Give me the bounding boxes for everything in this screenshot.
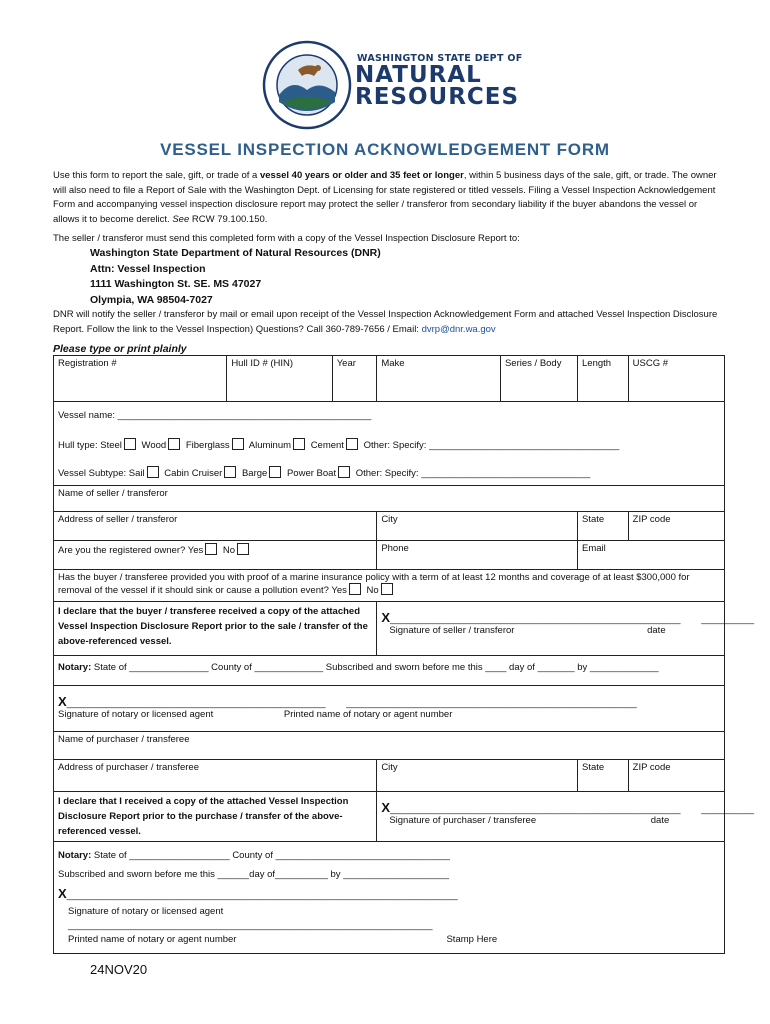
address-line-2: Attn: Vessel Inspection: [90, 262, 206, 275]
address-line-3: 1111 Washington St. SE. MS 47027: [90, 278, 262, 291]
purchaser-zip-label: ZIP code: [632, 762, 671, 773]
notification-paragraph: [53, 308, 725, 337]
seller-date-line[interactable]: __________: [701, 614, 755, 625]
length-field[interactable]: [578, 356, 629, 402]
notary-purchaser-label: Notary:: [58, 850, 92, 861]
seller-address-field[interactable]: [54, 512, 377, 541]
notary-seller-fields[interactable]: State of _______________ County of _____________ Subscribed and sworn before me this ____ day of _______ by _____________: [91, 662, 659, 673]
year-field[interactable]: [332, 356, 377, 402]
cabin-checkbox[interactable]: [224, 466, 236, 478]
notary-purchaser-signature-label: Signature of notary or licensed agent: [68, 906, 224, 917]
city-label: City: [381, 514, 398, 525]
steel-checkbox[interactable]: [124, 438, 136, 450]
hull-other-field[interactable]: Other: Specify: ____________________________________: [363, 440, 620, 451]
zip-label: ZIP code: [632, 514, 671, 525]
notary-purchaser-cell: [54, 842, 725, 954]
power-boat-label: Power Boat: [286, 468, 337, 479]
purchaser-zip-field[interactable]: [628, 760, 724, 792]
purchaser-city-label: City: [381, 762, 398, 773]
cement-checkbox[interactable]: [346, 438, 358, 450]
intro-rcw: RCW 79.100.150.: [189, 213, 268, 225]
make-field[interactable]: [377, 356, 501, 402]
notary-purchaser-sign-x: X: [58, 886, 67, 901]
seller-date-label: date: [647, 625, 666, 636]
length-label: Length: [582, 358, 612, 369]
make-label: Make: [381, 358, 405, 369]
hull-type-label: Hull type:: [58, 440, 98, 451]
form-version: 24NOV20: [90, 962, 148, 977]
steel-label: Steel: [100, 440, 122, 451]
intro-see: See: [172, 213, 190, 225]
stamp-here-label: Stamp Here: [446, 934, 498, 945]
address-line-4: Olympia, WA 98504-7027: [90, 293, 213, 306]
seller-declaration: I declare that the buyer / transferee received a copy of the attached Vessel Inspection Disclosure Report prior to the sale / transfer of the above-referenced vessel.: [54, 602, 377, 656]
registration-label: Registration #: [58, 358, 117, 369]
notary-signature-label: Signature of notary or licensed agent: [58, 709, 214, 720]
insurance-question: Has the buyer / transferee provided you with proof of a marine insurance policy with a term of at least 12 months and coverage of at least $300,000 for removal of the vessel if it should sink or cause a pollution event? Yes: [58, 572, 690, 596]
send-instructions: The seller / transferor must send this completed form with a copy of the Vessel Inspection Disclosure Report to:: [53, 233, 520, 244]
notary-purchaser-printed-label: Printed name of notary or agent number: [68, 934, 237, 945]
phone-label: Phone: [381, 543, 409, 554]
owner-yes-checkbox[interactable]: [205, 543, 217, 555]
intro-text-2: , within 5 business days of the sale, gift, or trade. The owner will also need to file a Report of Sale with the Washington Dept. of Licensing for state registered or titled vessels. Filing a Vessel Inspection Acknowledgement Form and accompanying vessel inspection disclosure report may protect the seller / transferor from secondary liability if the buyer abandons the vessel or allows it to become derelict.: [53, 170, 717, 225]
seller-city-field[interactable]: [377, 512, 578, 541]
seller-sign-x: X: [381, 610, 390, 625]
purchaser-signature-line[interactable]: _______________________________________________________: [389, 804, 681, 815]
notary-subscribed-fields[interactable]: Subscribed and sworn before me this ______day of__________ by ____________________: [58, 869, 449, 880]
registration-field[interactable]: [54, 356, 227, 402]
sail-checkbox[interactable]: [147, 466, 159, 478]
insurance-no-checkbox[interactable]: [381, 583, 393, 595]
wood-checkbox[interactable]: [168, 438, 180, 450]
notary-purchaser-signature-line[interactable]: __________________________________________________________________________: [66, 890, 458, 901]
vessel-name-field[interactable]: Vessel name: ________________________________________________: [58, 410, 372, 421]
seller-state-field[interactable]: [578, 512, 629, 541]
seller-address-label: Address of seller / transferor: [58, 514, 178, 525]
purchaser-declaration: I declare that I received a copy of the attached Vessel Inspection Disclosure Report prior to the purchase / transfer of the above-referenced vessel.: [54, 792, 377, 842]
purchaser-signature-cell[interactable]: [377, 792, 755, 842]
intro-paragraph: [53, 169, 725, 227]
cabin-label: Cabin Cruiser: [164, 468, 223, 479]
seller-phone-field[interactable]: [377, 541, 578, 570]
notary-signature-line[interactable]: _________________________________________________: [66, 698, 326, 709]
purchaser-signature-label: Signature of purchaser / transferee: [389, 815, 537, 826]
registered-owner-label: Are you the registered owner? Yes: [58, 545, 204, 556]
email-link[interactable]: dvrp@dnr.wa.gov: [421, 323, 496, 335]
vessel-details-cell: [54, 402, 725, 486]
purchaser-date-label: date: [650, 815, 670, 826]
seller-signature-label: Signature of seller / transferor: [389, 625, 515, 636]
purchaser-name-label: Name of purchaser / transferee: [58, 734, 190, 745]
email-label: Email: [582, 543, 606, 554]
notary-printed-label: Printed name of notary or agent number: [283, 709, 453, 720]
hull-id-label: Hull ID # (HIN): [231, 358, 294, 369]
purchaser-date-line[interactable]: __________: [701, 804, 755, 815]
aluminum-label: Aluminum: [248, 440, 292, 451]
wood-label: Wood: [141, 440, 167, 451]
notary-seller-row: [54, 656, 725, 686]
hull-id-field[interactable]: [227, 356, 332, 402]
notary-seller-signature-cell[interactable]: [54, 686, 725, 732]
subtype-sail-label: Vessel Subtype: Sail: [58, 468, 145, 479]
form-instruction: Please type or print plainly: [53, 343, 187, 355]
state-label: State: [582, 514, 605, 525]
seller-email-field[interactable]: [578, 541, 725, 570]
subtype-row: [58, 466, 720, 479]
vessel-form-table: [53, 355, 755, 954]
seller-name-field[interactable]: [54, 486, 725, 512]
power-boat-checkbox[interactable]: [338, 466, 350, 478]
notary-purchaser-fields[interactable]: State of ___________________ County of _________________________________: [91, 850, 450, 861]
notification-text: DNR will notify the seller / transferor by mail or email upon receipt of the Vessel Inspection Acknowledgement Form and attached Vessel Inspection Disclosure Report. Follow the link to the Vessel Inspection) Questions? Call 360-789-7656 / Email:: [53, 309, 718, 335]
address-line-1: Washington State Department of Natural Resources (DNR): [90, 247, 381, 259]
purchaser-city-field[interactable]: [377, 760, 578, 792]
series-field[interactable]: [500, 356, 577, 402]
owner-no-checkbox[interactable]: [237, 543, 249, 555]
seller-signature-line[interactable]: _______________________________________________________: [389, 614, 681, 625]
form-title: VESSEL INSPECTION ACKNOWLEDGEMENT FORM: [160, 140, 610, 159]
uscg-field[interactable]: [628, 356, 724, 402]
intro-vessel-criteria: vessel 40 years or older and 35 feet or longer: [259, 170, 464, 181]
purchaser-state-field[interactable]: [578, 760, 629, 792]
purchaser-address-field[interactable]: [54, 760, 377, 792]
notary-sign-x: X: [58, 694, 67, 709]
insurance-no-label: No: [366, 585, 379, 596]
dnr-address: [90, 246, 381, 308]
agency-line-2: NATURAL: [355, 62, 482, 88]
seller-zip-field[interactable]: [628, 512, 724, 541]
insurance-question-cell: [54, 570, 725, 602]
barge-label: Barge: [241, 468, 268, 479]
intro-text: Use this form to report the sale, gift, or trade of a: [53, 170, 260, 181]
notary-label: Notary:: [58, 662, 92, 673]
hull-type-row: [58, 438, 720, 466]
purchaser-address-label: Address of purchaser / transferee: [58, 762, 199, 773]
uscg-label: USCG #: [632, 358, 669, 369]
purchaser-name-field[interactable]: [54, 732, 725, 760]
agency-line-3: RESOURCES: [355, 84, 520, 110]
seller-name-label: Name of seller / transferor: [58, 488, 168, 499]
fiberglass-label: Fiberglass: [185, 440, 230, 451]
barge-checkbox[interactable]: [269, 466, 281, 478]
aluminum-checkbox[interactable]: [293, 438, 305, 450]
cement-label: Cement: [310, 440, 344, 451]
notary-printed-line[interactable]: _______________________________________________________: [346, 698, 637, 709]
seller-signature-cell[interactable]: [377, 602, 755, 656]
series-label: Series / Body: [504, 358, 562, 369]
year-label: Year: [336, 358, 356, 369]
fiberglass-checkbox[interactable]: [232, 438, 244, 450]
purchaser-state-label: State: [582, 762, 605, 773]
owner-no-label: No: [222, 545, 236, 556]
purchaser-sign-x: X: [381, 800, 390, 815]
notary-purchaser-printed-line[interactable]: _____________________________________________________________________: [68, 920, 433, 931]
dnr-seal-logo: [262, 40, 352, 130]
agency-line-1: WASHINGTON STATE DEPT OF: [357, 53, 523, 64]
registered-owner-cell: [54, 541, 377, 570]
insurance-yes-checkbox[interactable]: [349, 583, 361, 595]
subtype-other-field[interactable]: Other: Specify: ________________________________: [355, 468, 591, 479]
